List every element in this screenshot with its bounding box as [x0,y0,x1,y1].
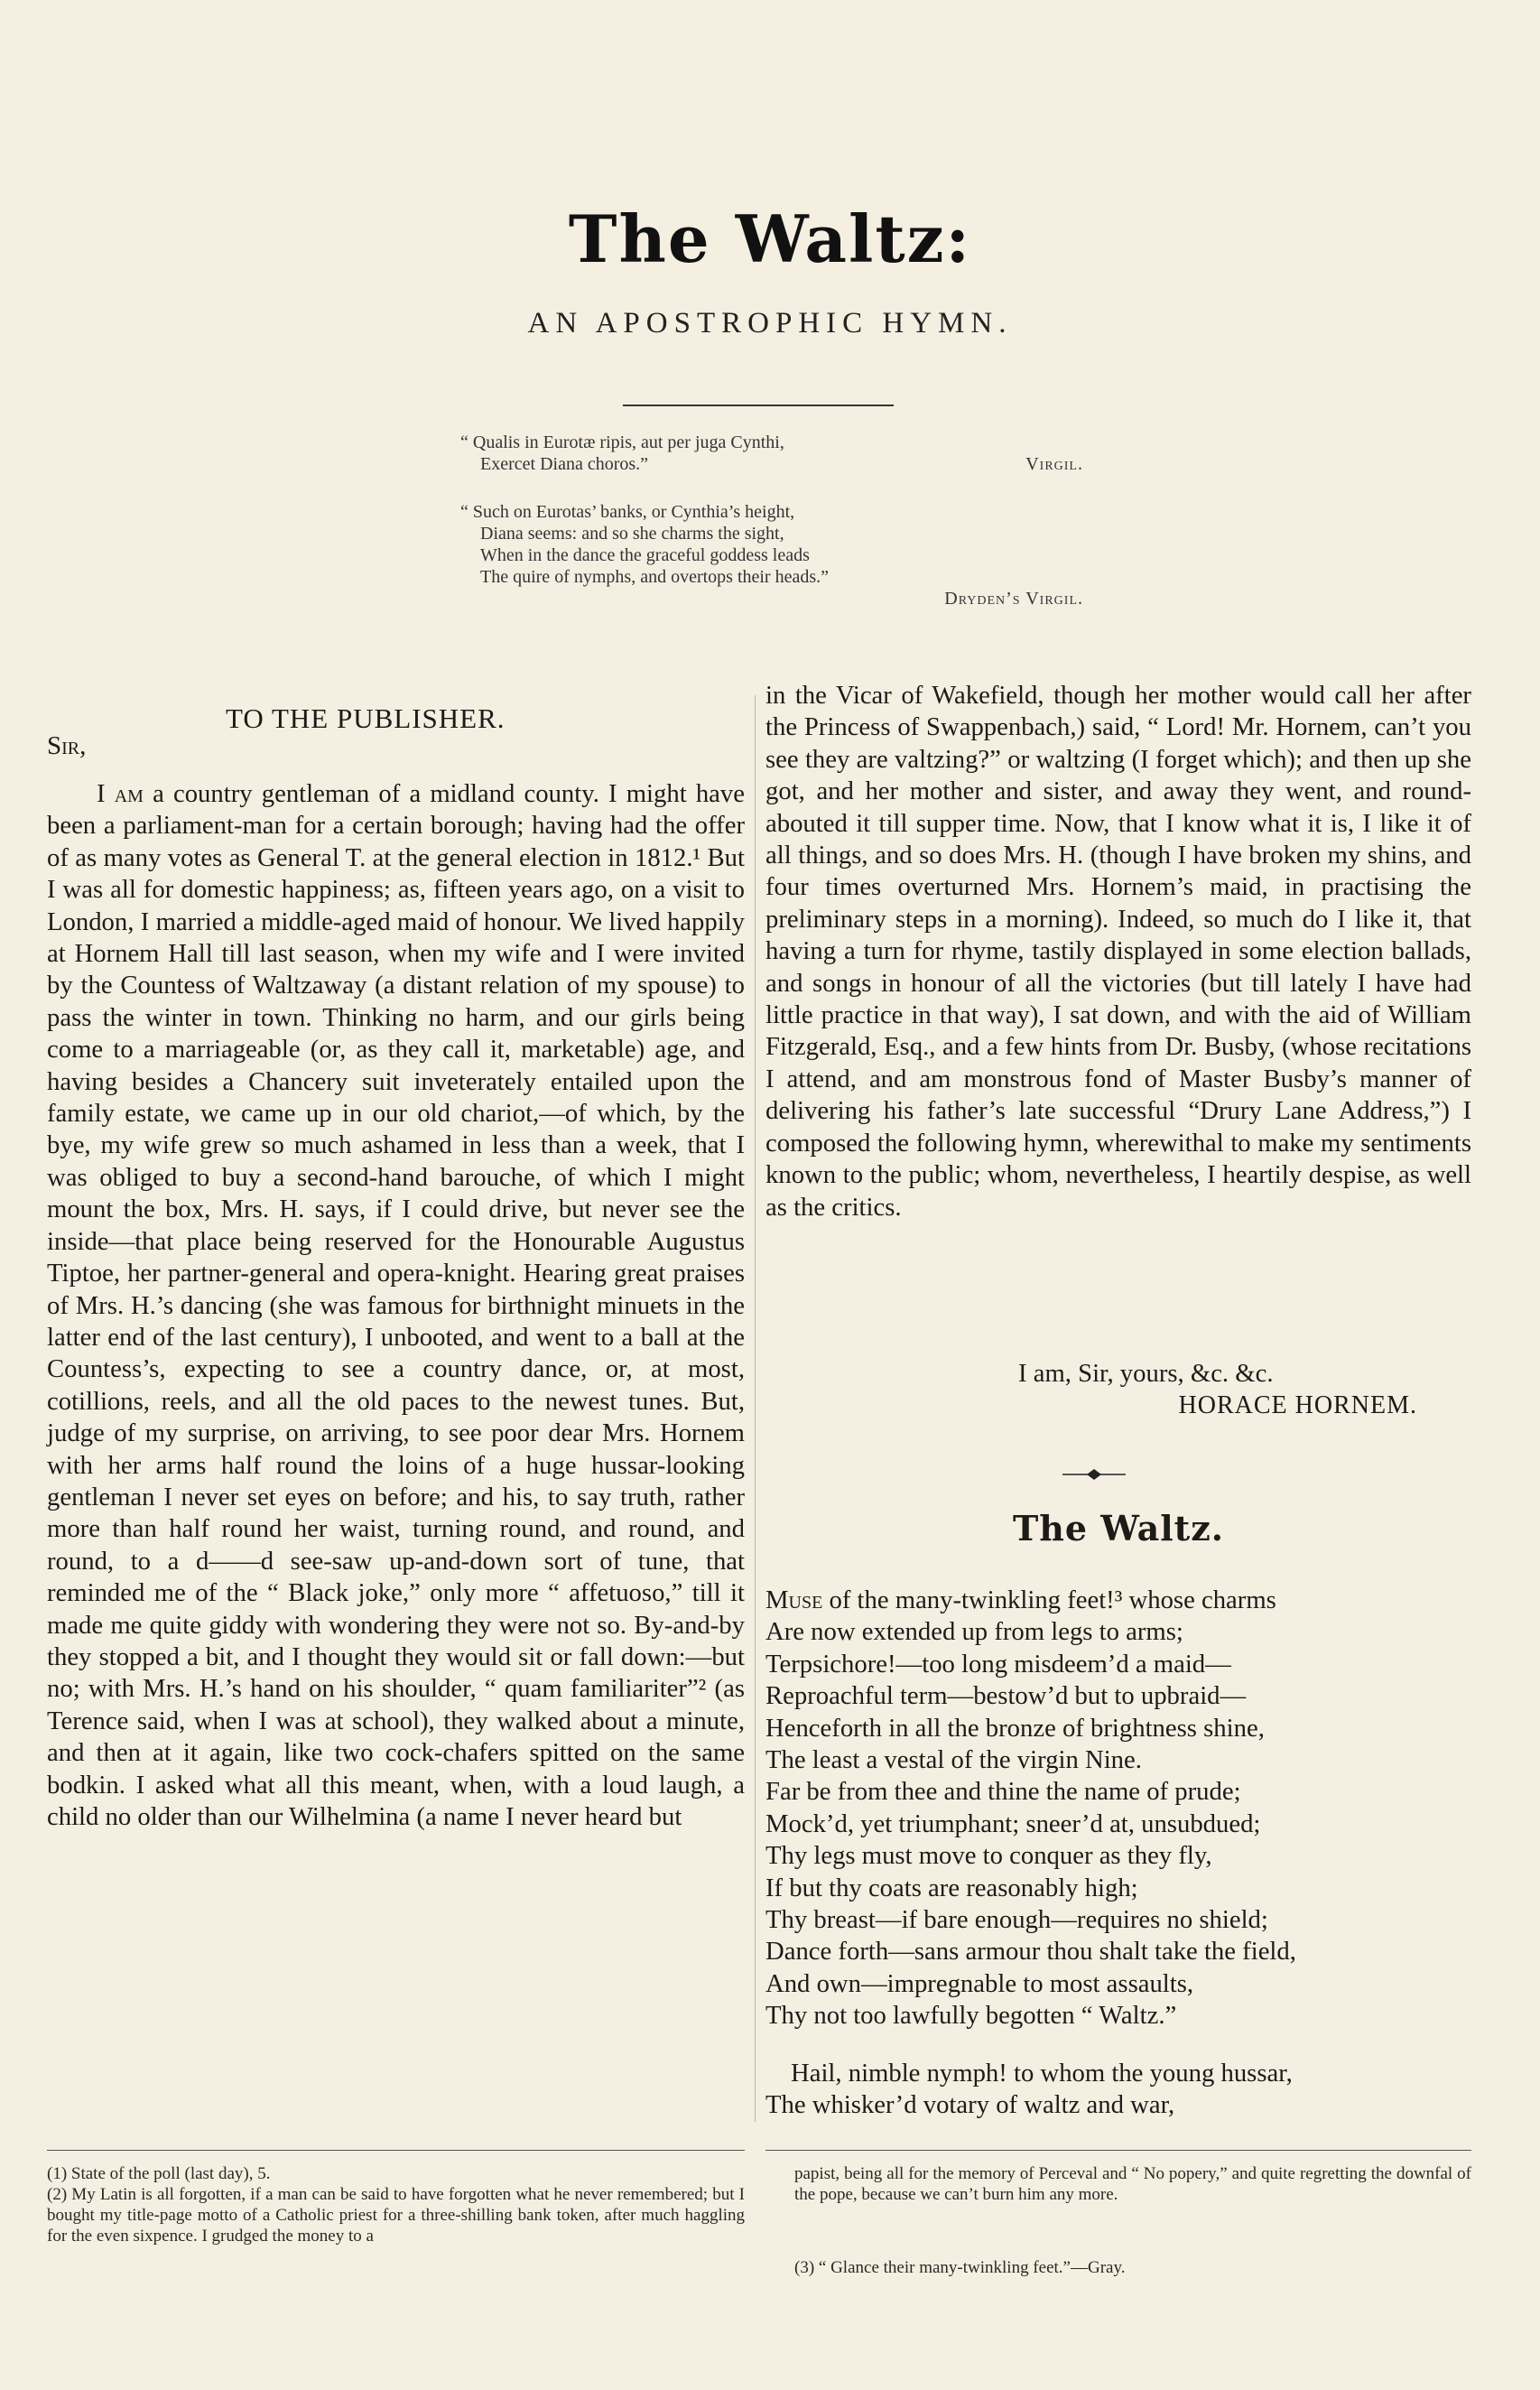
poem-line: Henceforth in all the bronze of brightness shine, [765,1713,1265,1743]
page-subtitle: AN APOSTROPHIC HYMN. [527,307,1013,339]
footnote-2-continued: papist, being all for the memory of Perceval and “ No popery,” and quite regretting the downfal of the pope, because we can’t burn him any more. [794,2164,1471,2204]
poem-line: Far be from thee and thine the name of prude; [765,1777,1241,1807]
poem-line: The least a vestal of the virgin Nine. [765,1745,1142,1775]
epigraph-latin-line: Exercet Diana choros.” [480,454,649,474]
footnote-rule [765,2150,1471,2151]
letter-paragraph-text: a country gentleman of a midland county. I might have been a parliament-man for a certain borough; having had the offer of as many votes as General T. at the general election in 1812.¹ But I was all for domestic happiness; as, fifteen years ago, on a visit to London, I married a middle-aged maid of honour. We lived happily at Hornem Hall till last season, when my wife and I were invited by the Countess of Waltzaway (a distant relation of my spouse) to pass the winter in town. Thinking no harm, and our girls being come to a marriageable (or, as they call it, marketable) age, and having besides a Chancery suit inveterately entailed upon the family estate, we came up in our old chariot,—of which, by the bye, my wife grew so much ashamed in less than a week, that I was obliged to buy a second-hand barouche, of which I might mount the box, Mrs. H. says, if I could drive, but never see the inside—that place being reserved for the Honourable Augustus Tiptoe, her partner-general and opera-knight. Hearing great praises of Mrs. H.’s dancing (she was famous for birthnight minuets in the latter end of the last century), I unbooted, and went to a ball at the Countess’s, expecting to see a country dance, or, at most, cotillions, reels, and all the old paces to the newest tunes. But, judge of my surprise, on arriving, to see poor dear Mrs. Hornem with her arms half round the loins of a huge hussar-looking gentleman I never set eyes on before; and his, to say truth, rather more than half round her waist, turning round, and round, and round, to a d——d see-saw up-and-down sort of tune, that reminded me of the “ Black joke,” only more “ affetuoso,” till it made me quite giddy with wondering they were not so. By-and-by they stopped a bit, and I thought they would sit or fall down:—but no; with Mrs. H.’s hand on his shoulder, “ quam familiariter”² (as Terence said, when I was at school), they walked about a minute, and then at it again, like two cock-chafers spitted on the same bodkin. I asked what all this meant, when, with a loud laugh, a child no older than our Wilhelmina (a name I never heard but [47,779,745,1831]
poem-body [765,1585,1471,2122]
epigraph-english-line: Diana seems: and so she charms the sight, [480,524,784,544]
epigraph-latin-line: “ Qualis in Eurotæ ripis, aut per juga Cynthi, [460,432,784,452]
epigraph-english-attribution: Dryden’s Virgil. [944,589,1083,609]
footnote-rule [47,2150,745,2151]
epigraph-english [460,501,1083,609]
footnote-2: (2) My Latin is all forgotten, if a man can be said to have forgotten what he never remembered; but I bought my title-page motto of a Catholic priest for a three-shilling bank token, after much haggling for the even sixpence. I grudged the money to a [47,2185,745,2246]
page-title: The Waltz: [568,200,972,277]
letter-signature: HORACE HORNEM. [1178,1391,1417,1419]
epigraph-english-line: When in the dance the graceful goddess leads [480,545,810,565]
column-divider [755,695,756,2122]
poem-line: Dance forth—sans armour thou shalt take the field, [765,1937,1296,1967]
letter-paragraph [47,778,745,1833]
epigraph-latin-attribution: Virgil. [1025,454,1083,474]
letter-signoff [765,1357,1471,1422]
poem-line: Are now extended up from legs to arms; [765,1617,1183,1647]
poem-line: Reproachful term—bestow’d but to upbraid— [765,1681,1247,1711]
poem-first-word: Muse [765,1586,823,1614]
poem-line: Thy not too lawfully begotten “ Waltz.” [765,2001,1177,2031]
poem-line-text: of the many-twinkling feet!³ whose charms [822,1586,1276,1614]
poem-title: The Waltz. [1012,1508,1225,1548]
poem-line: And own—impregnable to most assaults, [765,1968,1194,1998]
footnote-3: (3) “ Glance their many-twinkling feet.”—Gray. [794,2258,1126,2277]
footnote-1: (1) State of the poll (last day), 5. [47,2164,271,2183]
poem-line: If but thy coats are reasonably high; [765,1873,1138,1902]
poem-line: Mock’d, yet triumphant; sneer’d at, unsubdued; [765,1809,1261,1838]
poem-line: Hail, nimble nymph! to whom the young hussar, [791,2058,1293,2088]
poem-line [765,1585,1471,1616]
footnotes-left [47,2163,745,2246]
poem-line: Thy breast—if bare enough—requires no shield; [765,1905,1268,1935]
footnotes-right-3 [794,2257,1471,2278]
epigraph-english-line: The quire of nymphs, and overtops their heads.” [480,567,830,587]
footnotes-right [794,2163,1471,2205]
letter-closing: I am, Sir, yours, &c. &c. [1018,1359,1274,1388]
letter-heading: TO THE PUBLISHER. [226,702,506,734]
epigraph-english-line: “ Such on Eurotas’ banks, or Cynthia’s height, [460,502,795,522]
stanza-gap [765,2032,1471,2058]
letter-salutation: Sir, [47,731,87,760]
poem-line: The whisker’d votary of waltz and war, [765,2090,1175,2120]
letter-lead-words: I am [97,779,144,808]
epigraph-rule [623,405,894,406]
letter-right-column [765,680,1471,1223]
letter-left-column [47,778,745,1833]
poem-line: Thy legs must move to conquer as they fly, [765,1841,1212,1871]
section-ornament-icon [1062,1468,1126,1481]
epigraph-latin [460,432,1083,475]
letter-paragraph-continued: in the Vicar of Wakefield, though her mother would call her after the Princess of Swappenbach,) said, “ Lord! Mr. Hornem, can’t you see they are valtzing?” or waltzing (I forget which); and then up she got, and her mother and sister, and away they went, and round-abouted it till supper time. Now, that I know what it is, I like it of all things, and so does Mrs. H. (though I have broken my shins, and four times overturned Mrs. Hornem’s maid, in practising the preliminary steps in a morning). Indeed, so much do I like it, that having a turn for rhyme, tastily displayed in some election ballads, and songs in honour of all the victories (but till lately I have had little practice in that way), I sat down, and with the aid of William Fitzgerald, Esq., and a few hints from Dr. Busby, (whose recitations I attend, and am monstrous fond of Master Busby’s manner of delivering his father’s late successful “Drury Lane Address,”) I composed the following hymn, wherewithal to make my sentiments known to the public; whom, nevertheless, I heartily despise, as well as the critics. [765,681,1471,1222]
poem-line: Terpsichore!—too long misdeem’d a maid— [765,1649,1231,1679]
